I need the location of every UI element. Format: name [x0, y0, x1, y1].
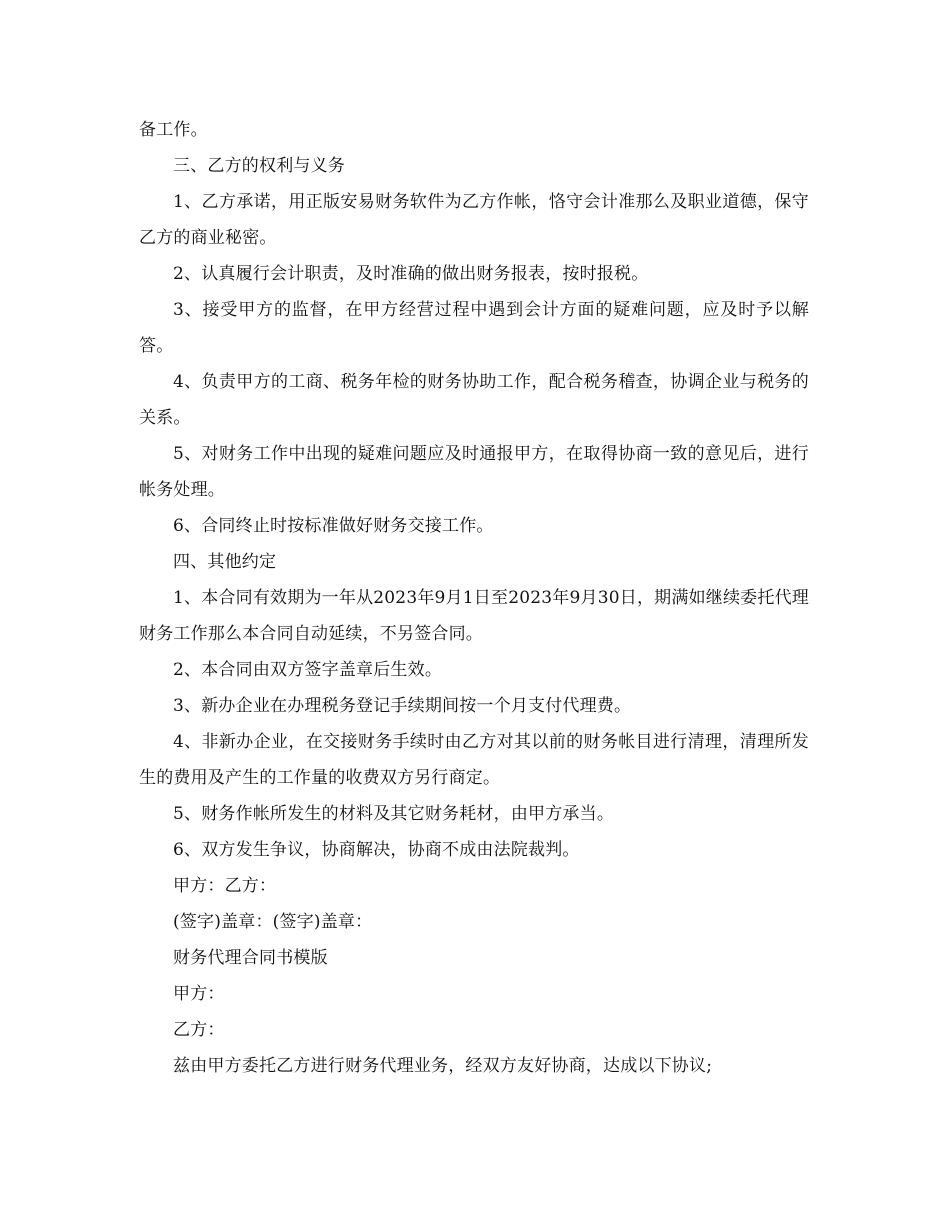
clause-3-1: 1、乙方承诺，用正版安易财务软件为乙方作帐，恪守会计准那么及职业道德，保守乙方的商业秘密。 — [139, 192, 809, 248]
clause-4-4: 4、非新办企业，在交接财务手续时由乙方对其以前的财务帐目进行清理，清理所发生的费用及产生的工作量的收费双方另行商定。 — [139, 732, 809, 788]
section-heading-4: 四、其他约定 — [173, 552, 277, 572]
clause-4-3: 3、新办企业在办理税务登记手续期间按一个月支付代理费。 — [173, 696, 632, 716]
clause-3-2: 2、认真履行会计职责，及时准确的做出财务报表，按时报税。 — [173, 264, 649, 284]
clause-3-5: 5、对财务工作中出现的疑难问题应及时通报甲方，在取得协商一致的意见后，进行帐务处理。 — [139, 444, 809, 500]
clause-4-1: 1、本合同有效期为一年从2023年9月1日至2023年9月30日，期满如继续委托代理财务工作那么本合同自动延续，不另签合同。 — [139, 588, 809, 644]
clause-4-5: 5、财务作帐所发生的材料及其它财务耗材，由甲方承当。 — [173, 804, 615, 824]
agreement-intro: 兹由甲方委托乙方进行财务代理业务，经双方友好协商，达成以下协议; — [173, 1056, 713, 1076]
clause-3-4: 4、负责甲方的工商、税务年检的财务协助工作，配合税务稽查，协调企业与税务的关系。 — [139, 372, 809, 428]
document-body — [139, 112, 809, 1084]
party-b-line: 乙方： — [173, 1020, 225, 1040]
clause-3-6: 6、合同终止时按标准做好财务交接工作。 — [173, 516, 494, 536]
clause-4-2: 2、本合同由双方签字盖章后生效。 — [173, 660, 443, 680]
clause-3-3: 3、接受甲方的监督，在甲方经营过程中遇到会计方面的疑难问题，应及时予以解答。 — [139, 300, 809, 356]
signature-parties-line: 甲方：乙方： — [173, 876, 277, 896]
template-title: 财务代理合同书模版 — [173, 948, 328, 968]
section-heading-3: 三、乙方的权利与义务 — [173, 156, 345, 176]
clause-4-6: 6、双方发生争议，协商解决，协商不成由法院裁判。 — [173, 840, 580, 860]
signature-stamp-line: (签字)盖章：(签字)盖章： — [173, 912, 373, 932]
paragraph-continuation: 备工作。 — [139, 120, 208, 140]
party-a-line: 甲方： — [173, 984, 225, 1004]
